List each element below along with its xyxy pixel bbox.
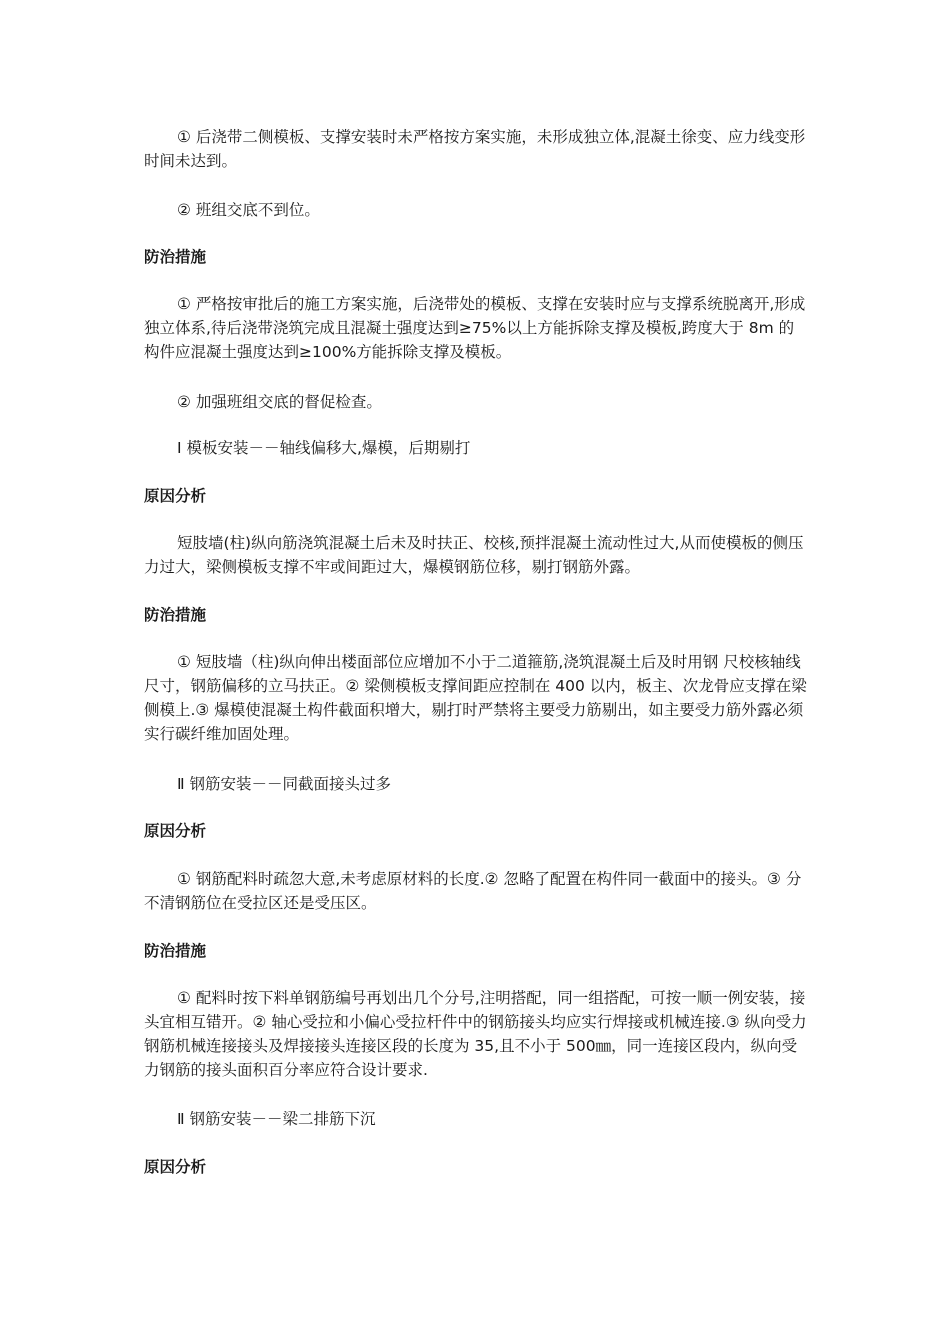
section-heading: 防治措施 (144, 606, 207, 624)
paragraph: ② 加强班组交底的督促检查。 (177, 393, 382, 411)
section-heading: 原因分析 (144, 822, 207, 840)
section-heading: 原因分析 (144, 1158, 207, 1176)
paragraph: ① 钢筋配料时疏忽大意,未考虑原材料的长度.② 忽略了配置在构件同一截面中的接头。③ 分不清钢筋位在受拉区还是受压区。 (144, 870, 802, 912)
subsection-title: Ⅱ 钢筋安装－－梁二排筋下沉 (177, 1110, 376, 1128)
subsection-title: Ⅰ 模板安装－－轴线偏移大,爆模，后期剔打 (177, 439, 471, 457)
paragraph: ① 后浇带二侧模板、支撑安装时未严格按方案实施，未形成独立体,混凝土徐变、应力线变形时间未达到。 (144, 128, 806, 170)
paragraph: ② 班组交底不到位。 (177, 201, 320, 219)
section-heading: 原因分析 (144, 487, 207, 505)
subsection-title: Ⅱ 钢筋安装－－同截面接头过多 (177, 775, 392, 793)
section-heading: 防治措施 (144, 248, 207, 266)
paragraph: ① 严格按审批后的施工方案实施，后浇带处的模板、支撑在安装时应与支撑系统脱离开,形成独立体系,待后浇带浇筑完成且混凝土强度达到≥75%以上方能拆除支撑及模板,跨度大于 8m 的构件应混凝土强度达到≥100%方能拆除支撑及模板。 (144, 295, 806, 361)
paragraph: ① 配料时按下料单钢筋编号再划出几个分号,注明搭配，同一组搭配，可按一顺一例安装，接头宜相互错开。② 轴心受拉和小偏心受拉杆件中的钢筋接头均应实行焊接或机械连接.③ 纵向受力钢筋机械连接接头及焊接接头连接区段的长度为 35,且不小于 500㎜，同一连接区段内，纵向受力钢筋的接头面积百分率应符合设计要求. (144, 989, 807, 1079)
section-heading: 防治措施 (144, 942, 207, 960)
paragraph: ① 短肢墙（柱)纵向伸出楼面部位应增加不小于二道箍筋,浇筑混凝土后及时用钢 尺校核轴线尺寸，钢筋偏移的立马扶正。② 梁侧模板支撑间距应控制在 400 以内，板主、次龙骨应支撑在梁侧模上.③ 爆模使混凝土构件截面积增大，剔打时严禁将主要受力筋剔出，如主要受力筋外露必须实行碳纤维加固处理。 (144, 653, 807, 743)
paragraph: 短肢墙(柱)纵向筋浇筑混凝土后未及时扶正、校核,预拌混凝土流动性过大,从而使模板的侧压力过大，梁侧模板支撑不牢或间距过大，爆模钢筋位移，剔打钢筋外露。 (144, 534, 804, 576)
